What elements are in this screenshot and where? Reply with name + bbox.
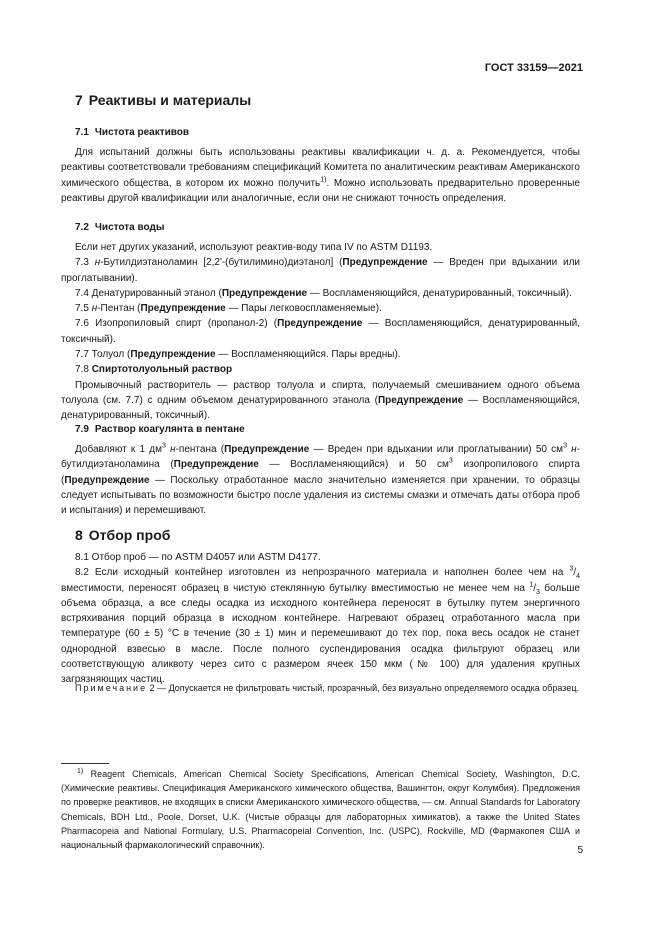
subsection-7-1-title: Чистота реактивов bbox=[94, 127, 190, 138]
document-id-header: ГОСТ 33159—2021 bbox=[484, 62, 583, 74]
warning-label: Предупреждение bbox=[377, 394, 464, 406]
paragraph-8-1: 8.1 Отбор проб — по ASTM D4057 или ASTM D4177. bbox=[75, 552, 321, 563]
text-span: -Бутилдиэтаноламин [2,2'-(бутилимино)диэтанол] ( bbox=[100, 257, 343, 269]
subsection-7-9-title: Раствор коагулянта в пентане bbox=[94, 424, 245, 435]
text-span: 7.6 Изопропиловый спирт (пропанол-2) ( bbox=[75, 318, 278, 330]
page-number: 5 bbox=[577, 845, 583, 856]
note-2-paragraph bbox=[61, 681, 580, 695]
paragraph-7-5 bbox=[61, 301, 580, 316]
paragraph-coagulant bbox=[61, 442, 580, 518]
subsection-7-2-heading bbox=[75, 222, 164, 233]
subsection-7-1-number: 7.1 bbox=[75, 127, 89, 138]
text-span: — Воспламеняющийся, денатурированный, токсичный). bbox=[61, 394, 580, 422]
note-label: Примечание bbox=[75, 683, 148, 693]
subsection-7-9-heading bbox=[75, 424, 245, 435]
superscript: 3 bbox=[161, 442, 166, 450]
fraction-three-quarters bbox=[569, 565, 580, 581]
section-7-title: Реактивы и материалы bbox=[88, 92, 252, 108]
text-span: — Воспламеняющийся, денатурированный, токсичный). bbox=[307, 287, 572, 299]
paragraph-7-8 bbox=[61, 378, 580, 424]
footnote-paragraph bbox=[61, 767, 580, 852]
subsection-7-2-number: 7.2 bbox=[75, 222, 89, 233]
text-span: 7.4 Денатурированный этанол ( bbox=[75, 287, 222, 299]
text-span: — Пары легковоспламеняемые). bbox=[225, 303, 382, 315]
subsection-7-2-title: Чистота воды bbox=[94, 222, 165, 233]
warning-label: Предупреждение bbox=[342, 257, 428, 269]
text-span: 7.3 bbox=[75, 257, 95, 269]
text-span: -Пентан ( bbox=[97, 303, 141, 315]
subsection-7-9-number: 7.9 bbox=[75, 424, 89, 435]
paragraph-7-4 bbox=[61, 286, 580, 301]
section-7-heading bbox=[75, 92, 251, 108]
text-span: 7.8 bbox=[75, 364, 92, 376]
paragraph-7-6 bbox=[61, 316, 580, 347]
fraction-slash: / bbox=[533, 582, 537, 594]
text-span: — Воспламеняющийся) и 50 см bbox=[258, 459, 449, 471]
italic-n: н bbox=[94, 257, 101, 269]
footnote bbox=[61, 767, 580, 852]
subsection-7-1-heading bbox=[75, 127, 189, 138]
warning-label: Предупреждение bbox=[130, 349, 216, 361]
text-span: — Воспламеняющийся. Пары вредны). bbox=[215, 349, 401, 361]
fraction-slash: / bbox=[573, 567, 577, 579]
paragraph-7-3 bbox=[61, 255, 580, 286]
fraction-numerator: 1 bbox=[529, 581, 534, 589]
text-span: больше объема образца, а все следы осадка из исходного контейнера переносят в бутылку путем энергичного встряхивания порций образца в исходном контейнере. Нагревают образец отработанного масла при температуре (60 ± 5) °С в течение (30 ± 1) мин и перемешивают до тех пор, пока весь осадок не станет однородной взвесью в масле. После полного суспендирования осадка фильтруют образец или соответствующую аликвоту через сито с размером ячеек 150 мкм (№ 100) для удаления крупных загрязняющих частиц. bbox=[61, 582, 580, 686]
text-span: 7.7 Толуол ( bbox=[75, 349, 131, 361]
text-span: 7.5 bbox=[75, 303, 92, 315]
italic-n: н bbox=[91, 303, 98, 315]
fraction-denominator: 4 bbox=[576, 573, 580, 581]
section-8-body bbox=[61, 550, 580, 688]
text-span: — Поскольку отработанное масло значительно изменяется при хранении, то образцы следует испытывать по возможности быстро после удаления из системы смазки и отмечать даты отбора проб и испытания) и перемешивают. bbox=[61, 474, 580, 517]
fraction-denominator: 3 bbox=[536, 588, 540, 596]
italic-n: н bbox=[566, 444, 577, 455]
paragraph-reagent-purity bbox=[61, 145, 580, 206]
text-span: вместимости, переносят образец в чистую стеклянную бутылку вместимостью не менее чем на bbox=[61, 582, 530, 594]
subsection-7-9-body bbox=[61, 442, 580, 518]
superscript: 3 bbox=[563, 442, 567, 450]
note-2 bbox=[61, 681, 580, 695]
warning-label: Предупреждение bbox=[173, 459, 259, 471]
section-8-heading bbox=[75, 527, 170, 543]
fraction-numerator: 3 bbox=[569, 565, 574, 573]
warning-label: Предупреждение bbox=[277, 318, 363, 330]
italic-n: н bbox=[165, 444, 176, 455]
text-span: 8.2 Если исходный контейнер изготовлен из непрозрачного материала и наполнен более чем на bbox=[75, 567, 570, 579]
warning-label: Предупреждение bbox=[221, 287, 308, 299]
text-span: Добавляют к 1 дм bbox=[75, 444, 162, 455]
fraction-one-third bbox=[529, 583, 540, 594]
text-span: — Воспламеняющийся, денатурированный, токсичный). bbox=[61, 318, 580, 345]
text-span: . Можно использовать предварительно проверенные реактивы другой квалификации или аналогичные, если они не снижают точность определения. bbox=[61, 177, 580, 204]
paragraph-8-2 bbox=[61, 565, 580, 687]
footnote-separator bbox=[61, 763, 109, 764]
warning-label: Предупреждение bbox=[140, 303, 226, 315]
paragraph-7-7 bbox=[61, 347, 580, 362]
superscript: 3 bbox=[448, 457, 453, 465]
text-span: Для испытаний должны быть использованы реактивы квалификации ч. д. а. Рекомендуется, чтобы реактивы соответствовали требованиям спецификаций Комитета по аналитическим реактивам Американского химического общества, в котором их можно получить bbox=[61, 147, 580, 189]
footnote-text: Reagent Chemicals, American Chemical Society Specifications, American Chemical Society, Washington, D.C. (Химические реактивы. Спецификация Американского химического общества, Вашингтон, округ Колумбия). Предложения по проверке реактивов, не входящих в списки Американского химического общества, — см. Annual Standards for Laboratory Chemicals, BDH Ltd., Poole, Dorset, U.K. (Чистые образцы для лабораторных химикатов), а также the United States Pharmacopeia and National Formulary, U.S. Pharmacopeial Convention, Inc. (USPC), Rockville, MD (Фармакопея США и национальный фармакологический справочник). bbox=[61, 769, 580, 851]
text-span: — Вреден при вдыхании или проглатывании) 50 см bbox=[309, 444, 564, 455]
subsection-7-2-body bbox=[61, 240, 580, 424]
section-8-title: Отбор проб bbox=[88, 527, 171, 543]
warning-label: Предупреждение bbox=[64, 474, 150, 486]
paragraph-7-8-heading bbox=[61, 362, 580, 377]
subsection-7-8-title: Спиртотолуольный раствор bbox=[91, 364, 233, 376]
text-span: изопропилового спирта ( bbox=[61, 459, 580, 486]
text-span: Промывочный растворитель — раствор толуола и спирта, получаемый смешиванием одного объема толуола (см. 7.7) с одним объемом денатурированного этанола ( bbox=[61, 379, 580, 406]
warning-label: Предупреждение bbox=[224, 444, 310, 455]
paragraph-water: Если нет других указаний, используют реактив-воду типа IV по ASTM D1193. bbox=[75, 242, 433, 253]
subsection-7-1-body bbox=[61, 145, 580, 206]
footnote-marker: 1) bbox=[77, 768, 84, 775]
text-span: -бутилдиэтаноламина ( bbox=[61, 444, 581, 471]
section-7-number: 7 bbox=[75, 92, 83, 108]
footnote-ref: 1) bbox=[320, 176, 327, 184]
text-span: — Вреден при вдыхании или проглатывании). bbox=[61, 257, 580, 284]
text-span: -пентана ( bbox=[175, 444, 225, 455]
section-8-number: 8 bbox=[75, 527, 83, 543]
note-text: 2 — Допускается не фильтровать чистый, прозрачный, без визуально определяемого осадка образец. bbox=[147, 683, 579, 693]
